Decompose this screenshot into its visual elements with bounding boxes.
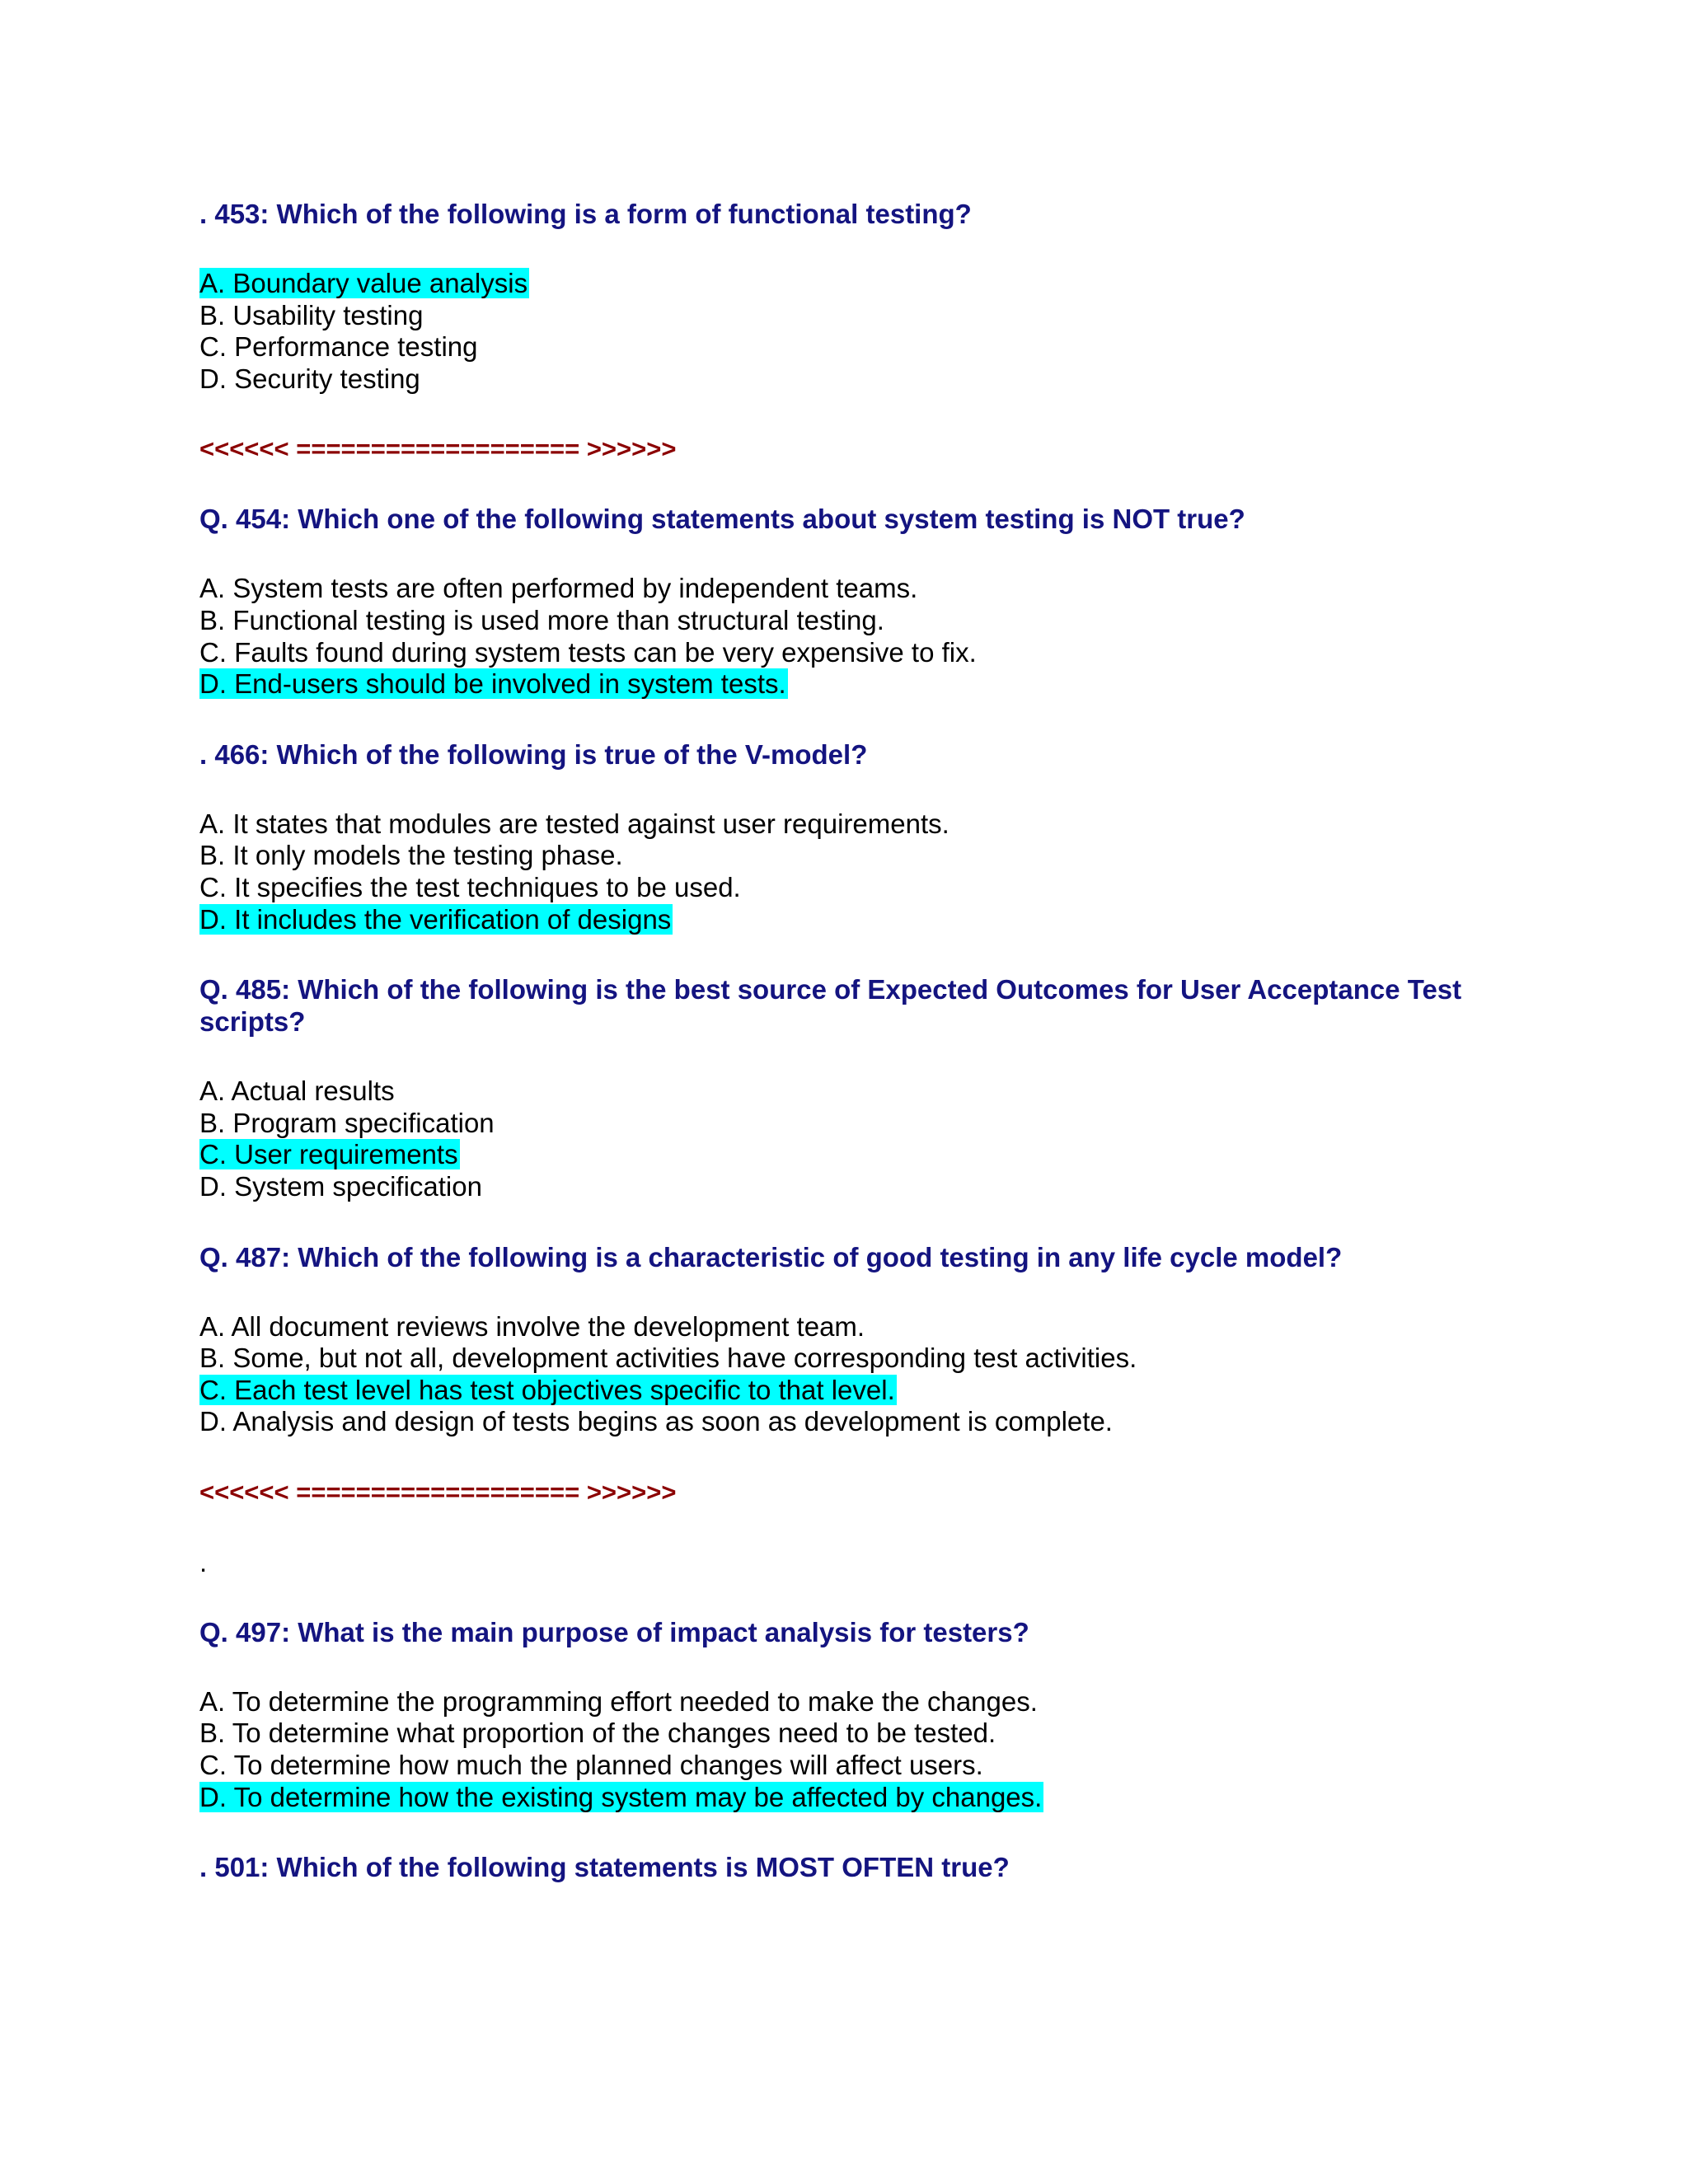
question-text: Q. 485: Which of the following is the best source of Expected Outcomes for User Acceptance Test scripts?	[199, 974, 1462, 1038]
option-text: C. Faults found during system tests can be very expensive to fix.	[199, 636, 977, 668]
answer-option	[199, 1343, 1502, 1375]
option-text: D. Security testing	[199, 363, 420, 394]
section-separator: <<<<<< =================== >>>>>>	[199, 434, 677, 464]
option-text: A. System tests are often performed by independent teams.	[199, 573, 918, 604]
answer-options	[199, 1076, 1502, 1202]
answer-option	[199, 573, 1502, 605]
option-text: C. Each test level has test objectives specific to that level.	[199, 1374, 895, 1405]
answer-option-correct	[199, 1139, 1502, 1171]
question-text: . 453: Which of the following is a form of functional testing?	[199, 199, 972, 229]
stray-dot-text: .	[199, 1546, 208, 1577]
option-text: B. Functional testing is used more than structural testing.	[199, 604, 884, 635]
answer-option	[199, 363, 1502, 396]
option-text: D. To determine how the existing system may be affected by changes.	[199, 1781, 1043, 1812]
option-text: B. It only models the testing phase.	[199, 840, 623, 871]
option-text: D. Analysis and design of tests begins as soon as development is complete.	[199, 1406, 1113, 1437]
answer-option	[199, 1750, 1502, 1782]
answer-option	[199, 1718, 1502, 1750]
option-text: A. Boundary value analysis	[199, 268, 528, 298]
option-text: B. Usability testing	[199, 299, 424, 330]
section-separator: <<<<<< =================== >>>>>>	[199, 1477, 677, 1507]
answer-option	[199, 331, 1502, 363]
option-text: C. It specifies the test techniques to be used.	[199, 871, 741, 902]
option-text: D. It includes the verification of designs	[199, 903, 672, 935]
question-text: . 501: Which of the following statements is MOST OFTEN true?	[199, 1852, 1010, 1883]
answer-option	[199, 808, 1502, 841]
question-text: Q. 497: What is the main purpose of impact analysis for testers?	[199, 1616, 1029, 1647]
answer-option-correct	[199, 1375, 1502, 1407]
answer-option	[199, 300, 1502, 332]
answer-option	[199, 1311, 1502, 1343]
option-text: D. System specification	[199, 1170, 482, 1202]
question-block	[199, 1241, 1502, 1438]
answer-option	[199, 1076, 1502, 1108]
answer-options	[199, 808, 1502, 935]
option-text: B. Program specification	[199, 1107, 495, 1138]
option-text: A. All document reviews involve the development team.	[199, 1310, 865, 1342]
answer-option	[199, 637, 1502, 669]
answer-option	[199, 1171, 1502, 1203]
option-text: B. Some, but not all, development activities have corresponding test activities.	[199, 1343, 1137, 1374]
option-text: A. To determine the programming effort needed to make the changes.	[199, 1685, 1038, 1717]
option-text: A. Actual results	[199, 1076, 395, 1107]
answer-options	[199, 573, 1502, 700]
option-text: A. It states that modules are tested against user requirements.	[199, 808, 950, 839]
document-page	[199, 198, 1502, 1883]
answer-options	[199, 268, 1502, 395]
answer-option-correct	[199, 1782, 1502, 1814]
answer-option	[199, 1108, 1502, 1140]
answer-option	[199, 872, 1502, 904]
option-text: B. To determine what proportion of the changes need to be tested.	[199, 1718, 996, 1749]
answer-options	[199, 1686, 1502, 1813]
answer-option	[199, 1406, 1502, 1438]
question-block	[199, 738, 1502, 935]
answer-option-correct	[199, 904, 1502, 936]
answer-options	[199, 1311, 1502, 1438]
question-block	[199, 1616, 1502, 1813]
question-text: Q. 454: Which one of the following statements about system testing is NOT true?	[199, 504, 1245, 535]
option-text: D. End-users should be involved in system tests.	[199, 668, 786, 700]
question-text: Q. 487: Which of the following is a characteristic of good testing in any life cycle model?	[199, 1241, 1343, 1272]
answer-option-correct	[199, 268, 1502, 300]
question-text: . 466: Which of the following is true of the V-model?	[199, 738, 868, 770]
question-block	[199, 503, 1502, 700]
answer-option-correct	[199, 668, 1502, 701]
answer-option	[199, 605, 1502, 637]
option-text: C. User requirements	[199, 1139, 458, 1170]
option-text: C. To determine how much the planned changes will affect users.	[199, 1750, 983, 1781]
answer-option	[199, 840, 1502, 872]
option-text: C. Performance testing	[199, 331, 478, 363]
answer-option	[199, 1686, 1502, 1718]
question-block	[199, 198, 1502, 395]
question-block	[199, 1851, 1502, 1883]
question-block	[199, 973, 1502, 1202]
